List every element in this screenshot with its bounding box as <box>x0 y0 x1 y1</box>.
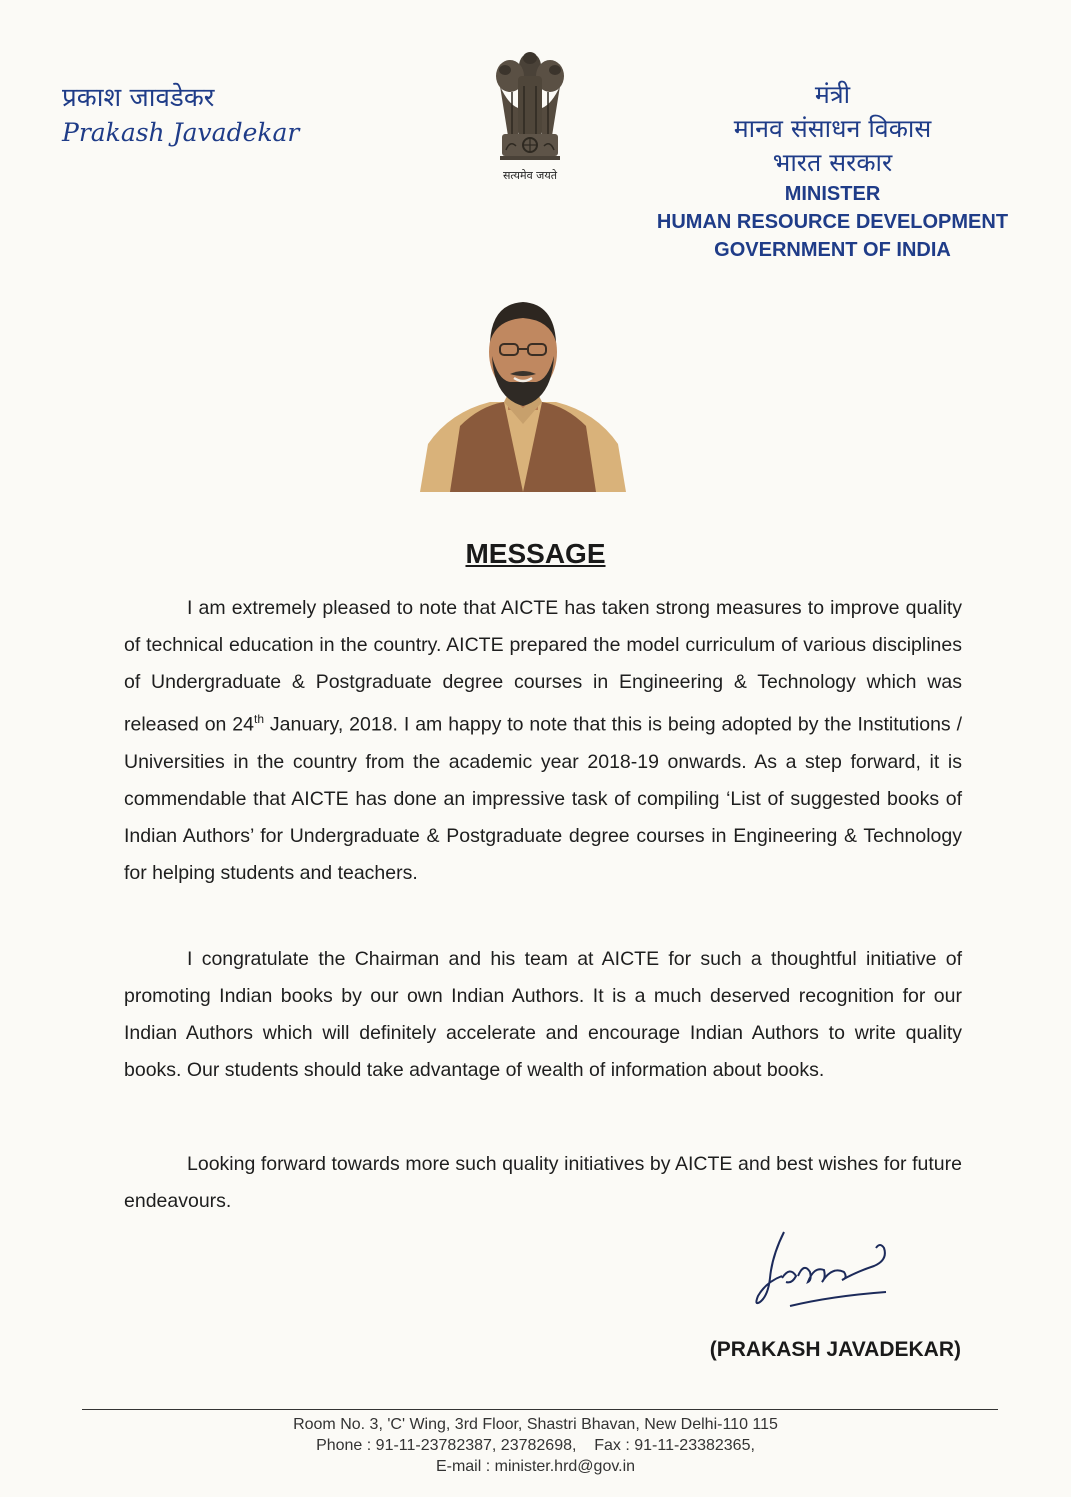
title-english-ministry: HUMAN RESOURCE DEVELOPMENT <box>656 211 1009 233</box>
message-paragraph-1 <box>124 590 962 892</box>
footer-address: Room No. 3, 'C' Wing, 3rd Floor, Shastri Bhavan, New Delhi-110 115 <box>293 1416 778 1433</box>
paragraph-2-text: I congratulate the Chairman and his team at AICTE for such a thoughtful initiative of promoting Indian books by our own Indian Authors. It is a much deserved recognition for our Indian Authors which will definitely accelerate and encourage Indian Authors to write quality books. Our students should take advantage of wealth of information about books. <box>124 948 962 1081</box>
title-english-minister: MINISTER <box>784 183 881 205</box>
message-heading <box>0 538 1071 570</box>
lion-capital-icon <box>488 46 572 168</box>
paragraph-1-text-end: January, 2018. I am happy to note that this is being adopted by the Institutions / Universities in the country from the academic year 2018-19 onwards. As a step forward, it is commendable that AICTE has done an impressive task of compiling ‘List of suggested books of Indian Authors’ for Undergraduate & Postgraduate degree courses in Engineering & Technology for helping students and teachers. <box>124 713 962 884</box>
emblem-motto: सत्यमेव जयते <box>502 169 557 182</box>
message-heading-text: MESSAGE <box>465 538 606 569</box>
letterhead-left <box>62 82 299 147</box>
signatory-name: (PRAKASH JAVADEKAR) <box>709 1338 961 1361</box>
title-hindi-minister: मंत्री <box>814 80 851 109</box>
footer-address-block <box>0 1414 1071 1477</box>
footer-divider <box>82 1409 998 1410</box>
ordinal-superscript: th <box>254 712 265 726</box>
letterhead-right <box>640 78 1025 264</box>
name-hindi: प्रकाश जावडेकर <box>62 83 215 113</box>
message-paragraph-2 <box>124 941 962 1089</box>
national-emblem <box>484 46 576 183</box>
footer-phone-fax: Phone : 91-11-23782387, 23782698, Fax : 91-11-23382365, <box>316 1437 755 1454</box>
minister-portrait <box>420 294 626 492</box>
paragraph-1-text-start: I am extremely pleased to note that AICTE has taken strong measures to improve quality of technical education in the country. AICTE prepared the model curriculum of various disciplines of Undergraduate & Postgraduate degree courses in Engineering & Technology which was released on 24 <box>124 597 962 736</box>
name-english: Prakash Javadekar <box>62 118 300 147</box>
footer-email: E-mail : minister.hrd@gov.in <box>435 1458 636 1475</box>
title-hindi-ministry: मानव संसाधन विकास <box>733 114 932 143</box>
paragraph-3-text: Looking forward towards more such quality initiatives by AICTE and best wishes for future endeavours. <box>124 1153 962 1212</box>
handwritten-signature <box>752 1226 902 1323</box>
title-english-government: GOVERNMENT OF INDIA <box>714 239 951 261</box>
title-hindi-government: भारत सरकार <box>772 148 893 177</box>
message-paragraph-3 <box>124 1146 962 1220</box>
